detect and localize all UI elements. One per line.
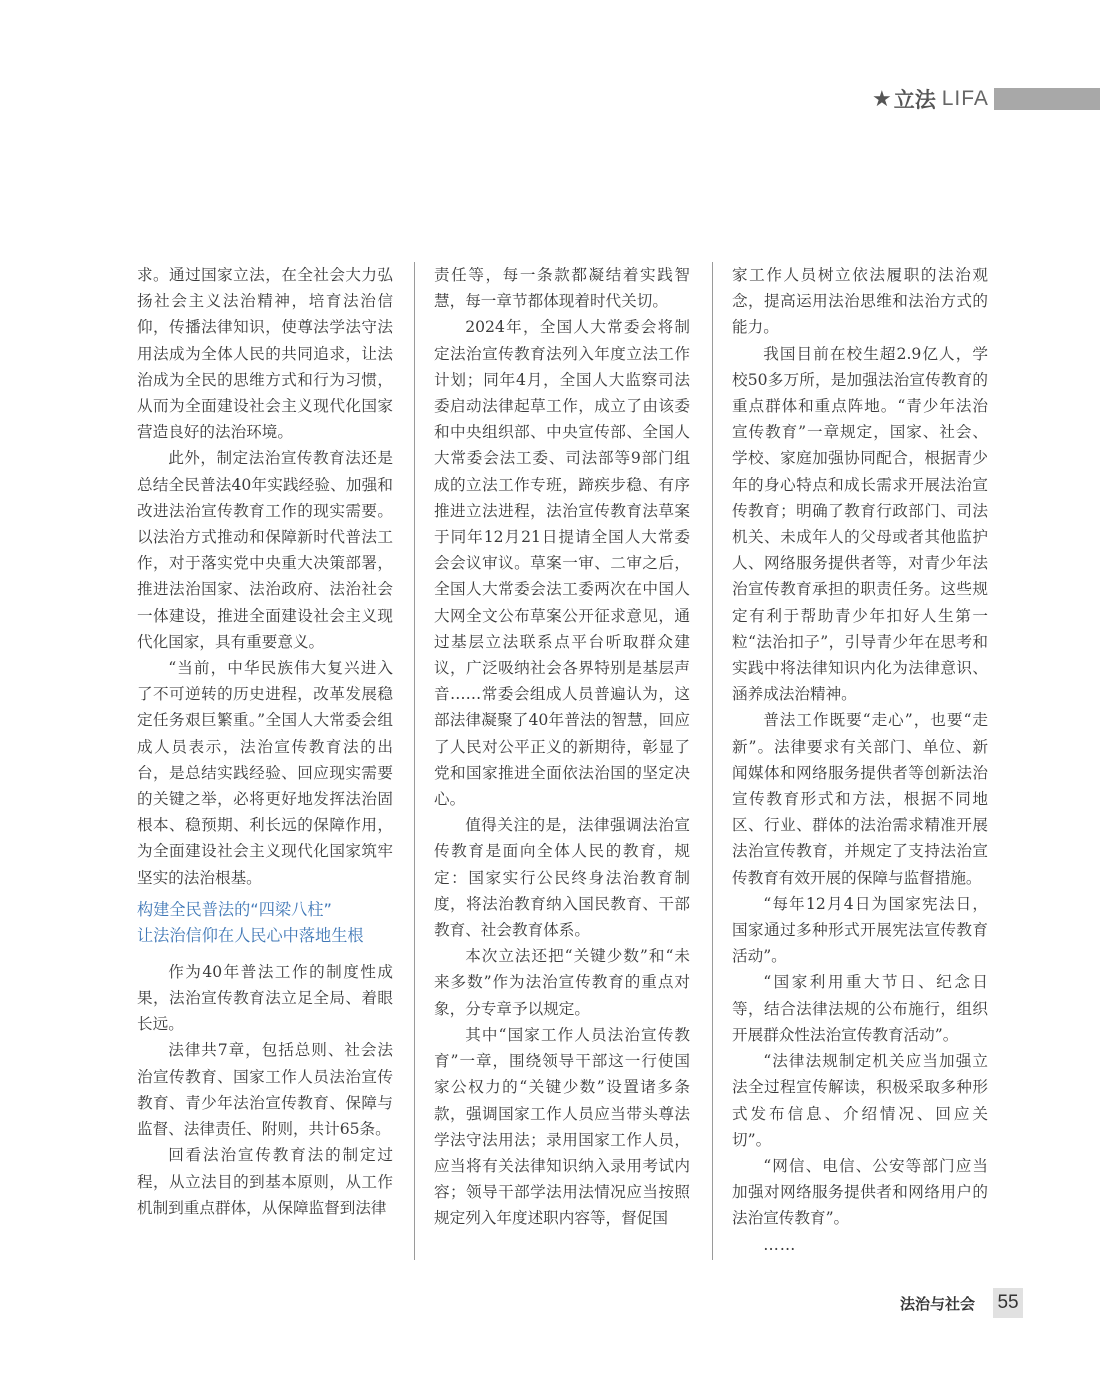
paragraph: “法律法规制定机关应当加强立法全过程宣传解读，积极采取多种形式发布信息、介绍情况、回应关切”。 xyxy=(732,1052,988,1149)
paragraph: 此外，制定法治宣传教育法还是总结全民普法40年实践经验、加强和改进法治宣传教育工作的现实需要。以法治方式推动和保障新时代普法工作，对于落实党中央重大决策部署，推进法治国家、法治政府、法治社会一体建设，推进全面建设社会主义现代化国家，具有重要意义。 xyxy=(137,449,393,651)
paragraph: 求。通过国家立法，在全社会大力弘扬社会主义法治精神，培育法治信仰，传播法律知识，使尊法学法守法用法成为全体人民的共同追求，让法治成为全民的思维方式和行为习惯，从而为全面建设社会主义现代化国家营造良好的法治环境。 xyxy=(137,266,393,442)
paragraph: “国家利用重大节日、纪念日等，结合法律法规的公布施行，组织开展群众性法治宣传教育活动”。 xyxy=(732,973,988,1044)
paragraph: 回看法治宣传教育法的制定过程，从立法目的到基本原则，从工作机制到重点群体，从保障监督到法律 xyxy=(137,1146,393,1217)
section-header xyxy=(872,86,989,112)
article-column-1 xyxy=(137,262,393,1221)
star-icon: ★ xyxy=(872,86,892,112)
page-number: 55 xyxy=(993,1288,1023,1318)
paragraph: “当前，中华民族伟大复兴进入了不可逆转的历史进程，改革发展稳定任务艰巨繁重。”全国人大常委会组成人员表示，法治宣传教育法的出台，是总结实践经验、回应现实需要的关键之举，必将更好地发挥法治固根本、稳预期、利长远的保障作用，为全面建设社会主义现代化国家筑牢坚实的法治根基。 xyxy=(137,659,393,887)
article-column-2 xyxy=(434,262,690,1232)
paragraph: “每年12月4日为国家宪法日，国家通过多种形式开展宪法宣传教育活动”。 xyxy=(732,894,988,966)
column-divider xyxy=(712,262,713,1260)
column-divider xyxy=(414,262,415,1260)
paragraph: 2024年，全国人大常委会将制定法治宣传教育法列入年度立法工作计划；同年4月，全国人大监察司法委启动法律起草工作，成立了由该委和中央组织部、中央宣传部、全国人大常委会法工委、司法部等9部门组成的立法工作专班，蹄疾步稳、有序推进立法进程，法治宣传教育法草案于同年12月21日提请全国人大常委会会议审议。草案一审、二审之后，全国人大常委会法工委两次在中国人大网全文公布草案公开征求意见，通过基层立法联系点平台听取群众建议，广泛吸纳社会各界特别是基层声音……常委会组成人员普遍认为，这部法律凝聚了40年普法的智慧，回应了人民对公平正义的新期待，彰显了党和国家推进全面依法治国的坚定决心。 xyxy=(434,318,690,809)
subheading-line-2: 让法治信仰在人民心中落地生根 xyxy=(137,925,364,945)
subheading-line-1: 构建全民普法的“四梁八柱” xyxy=(137,899,332,919)
paragraph: “网信、电信、公安等部门应当加强对网络服务提供者和网络用户的法治宣传教育”。 xyxy=(732,1156,988,1228)
paragraph: 责任等，每一条款都凝结着实践智慧，每一章节都体现着时代关切。 xyxy=(434,266,690,311)
magazine-name: 法治与社会 xyxy=(900,1294,976,1313)
section-bar xyxy=(994,88,1100,110)
section-title-zh: 立法 xyxy=(893,88,936,112)
paragraph: 值得关注的是，法律强调法治宣传教育是面向全体人民的教育，规定：国家实行公民终身法治教育制度，将法治教育纳入国民教育、干部教育、社会教育体系。 xyxy=(434,816,690,940)
paragraph: 法律共7章，包括总则、社会法治宣传教育、国家工作人员法治宣传教育、青少年法治宣传教育、保障与监督、法律责任、附则，共计65条。 xyxy=(137,1041,393,1139)
paragraph: 家工作人员树立依法履职的法治观念，提高运用法治思维和法治方式的能力。 xyxy=(732,266,988,337)
section-subheading xyxy=(137,897,393,949)
ellipsis: …… xyxy=(763,1235,797,1254)
article-column-3 xyxy=(732,262,988,1258)
section-title-en: LIFA xyxy=(941,87,989,110)
paragraph: 本次立法还把“关键少数”和“未来多数”作为法治宣传教育的重点对象，分专章予以规定。 xyxy=(434,947,690,1018)
paragraph: 我国目前在校生超2.9亿人，学校50多万所，是加强法治宣传教育的重点群体和重点阵地。“青少年法治宣传教育”一章规定，国家、社会、学校、家庭加强协同配合，根据青少年的身心特点和成长需求开展法治宣传教育；明确了教育行政部门、司法机关、未成年人的父母或者其他监护人、网络服务提供者等，对青少年法治宣传教育承担的职责任务。这些规定有利于帮助青少年扣好人生第一粒“法治扣子”，引导青少年在思考和实践中将法律知识内化为法律意识、涵养成法治精神。 xyxy=(732,344,988,704)
paragraph: 其中“国家工作人员法治宣传教育”一章，围绕领导干部这一行使国家公权力的“关键少数”设置诸多条款，强调国家工作人员应当带头尊法学法守法用法；录用国家工作人员，应当将有关法律知识纳入录用考试内容；领导干部学法用法情况应当按照规定列入年度述职内容等，督促国 xyxy=(434,1025,690,1228)
paragraph: 作为40年普法工作的制度性成果，法治宣传教育法立足全局、着眼长远。 xyxy=(137,962,393,1034)
paragraph: 普法工作既要“走心”，也要“走新”。法律要求有关部门、单位、新闻媒体和网络服务提供者等创新法治宣传教育形式和方法，根据不同地区、行业、群体的法治需求精准开展法治宣传教育，并规定了支持法治宣传教育有效开展的保障与监督措施。 xyxy=(732,711,988,887)
page-footer xyxy=(900,1288,1023,1318)
